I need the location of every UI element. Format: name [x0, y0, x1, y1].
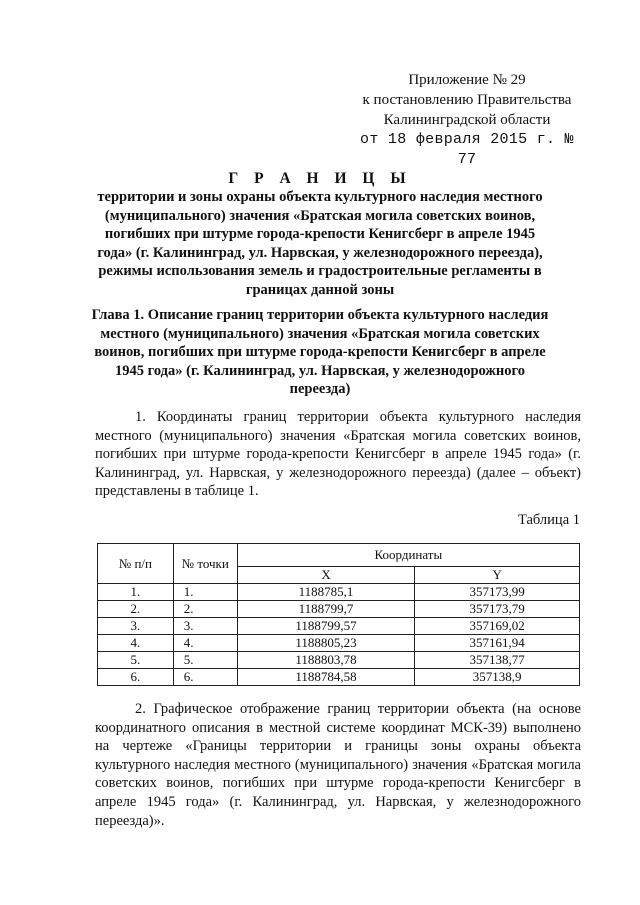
- row-x: 1188785,1: [237, 584, 415, 601]
- header-x: X: [237, 567, 415, 584]
- row-index: 3.: [98, 618, 174, 635]
- row-y: 357138,9: [415, 669, 580, 686]
- row-y: 357173,99: [415, 584, 580, 601]
- header-y: Y: [415, 567, 580, 584]
- row-point: 4.: [173, 635, 237, 652]
- appendix-resolution: к постановлению Правительства: [362, 92, 572, 108]
- appendix-block: [352, 70, 582, 170]
- row-x: 1188803,78: [237, 652, 415, 669]
- row-y: 357161,94: [415, 635, 580, 652]
- row-x: 1188784,58: [237, 669, 415, 686]
- row-x: 1188805,23: [237, 635, 415, 652]
- row-point: 5.: [173, 652, 237, 669]
- row-y: 357138,77: [415, 652, 580, 669]
- row-y: 357173,79: [415, 601, 580, 618]
- chapter-title: Глава 1. Описание границ территории объекта культурного наследия местного (муниципального) значения «Братская могила советских воинов, погибших при штурме города-крепости Кенигсберг в апреле 1945 года» (г. Калининград, ул. Нарвская, у железнодорожного переезда): [91, 307, 549, 398]
- row-point: 1.: [173, 584, 237, 601]
- appendix-number: Приложение № 29: [408, 72, 526, 88]
- row-index: 6.: [98, 669, 174, 686]
- table-row: [98, 652, 580, 669]
- table-row: [98, 669, 580, 686]
- coordinates-table: [97, 543, 580, 686]
- row-index: 4.: [98, 635, 174, 652]
- table-row: [98, 584, 580, 601]
- document-title: Г Р А Н И Ц Ы: [228, 170, 412, 187]
- row-point: 2.: [173, 601, 237, 618]
- row-index: 1.: [98, 584, 174, 601]
- paragraph-1: 1. Координаты границ территории объекта культурного наследия местного (муниципального) значения «Братская могила советских воинов, погибших при штурме города-крепости Кенигсберг в апреле 1945 года» (г. Калининград, ул. Нарвская, у железнодорожного переезда) (далее – объект) представлены в таблице 1.: [95, 409, 581, 500]
- header-coordinates: Координаты: [237, 544, 579, 567]
- row-y: 357169,02: [415, 618, 580, 635]
- row-x: 1188799,57: [237, 618, 415, 635]
- table-row: [98, 618, 580, 635]
- paragraph-2: 2. Графическое отображение границ территории объекта (на основе координатного описания в местной системе координат МСК-39) выполнено на чертеже «Границы территории и границы зоны охраны объекта культурного наследия местного (муниципального) значения «Братская могила советских воинов, погибших при штурме города-крепости Кенигсберг в апреле 1945 года» (г. Калининград, ул. Нарвская, у железнодорожного переезда)».: [95, 701, 581, 829]
- header-point: № точки: [173, 544, 237, 584]
- appendix-date: от 18 февраля 2015 г. № 77: [360, 131, 574, 168]
- row-index: 2.: [98, 601, 174, 618]
- header-index: № п/п: [98, 544, 174, 584]
- table-caption: Таблица 1: [517, 512, 580, 528]
- table-row: [98, 635, 580, 652]
- document-subtitle: территории и зоны охраны объекта культурного наследия местного (муниципального) значения «Братская могила советских воинов, погибших при штурме города-крепости Кенигсберг в апреле 1945 года» (г. Калининград, ул. Нарвская, у железнодорожного переезда), режимы использования земель и градостроительные регламенты в границах данной зоны: [97, 189, 543, 298]
- appendix-region: Калининградской области: [383, 112, 551, 128]
- table-row: [98, 601, 580, 618]
- row-point: 3.: [173, 618, 237, 635]
- row-point: 6.: [173, 669, 237, 686]
- row-index: 5.: [98, 652, 174, 669]
- row-x: 1188799,7: [237, 601, 415, 618]
